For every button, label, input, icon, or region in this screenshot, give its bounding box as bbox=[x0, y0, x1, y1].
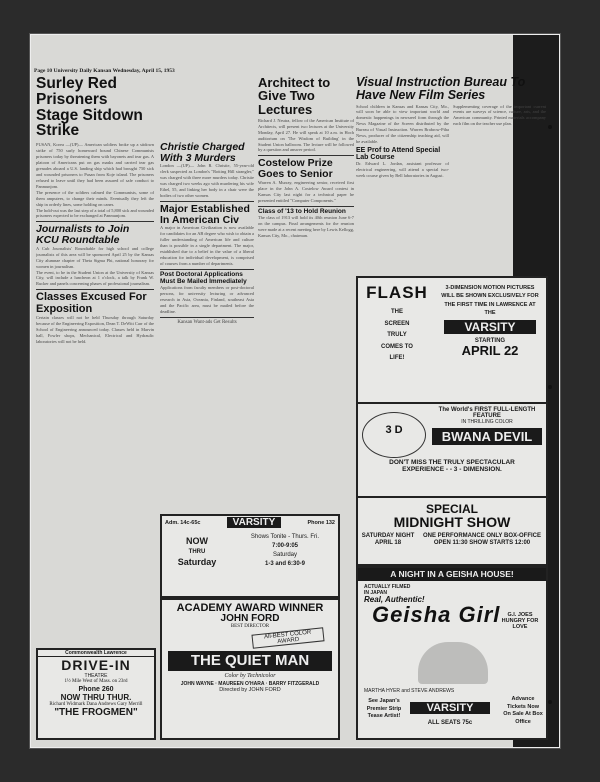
ad-title: DRIVE-IN bbox=[61, 657, 131, 673]
ad-text: NOW THRU THUR. bbox=[60, 693, 132, 702]
ad-text: Richard Widmark Dana Andrews Gary Merrill bbox=[49, 702, 143, 707]
3d-emblem: 3 D bbox=[362, 412, 426, 458]
ad-text: A NIGHT IN A GEISHA HOUSE! bbox=[358, 568, 546, 581]
varsity-showtimes-ad bbox=[160, 514, 340, 598]
ad-text: JOHN FORD bbox=[220, 613, 280, 625]
ad-text: See Japan's Premier Strip Tease Artist! bbox=[366, 698, 402, 720]
ad-text: APRIL 22 bbox=[461, 343, 519, 358]
headline-ee-prof: EE Prof to Attend Special Lab Course bbox=[356, 147, 441, 162]
ad-text: Directed by JOHN FORD bbox=[219, 686, 281, 693]
ad-text: Phone 260 bbox=[78, 686, 114, 693]
article-body: A Cub Journalists' Roundtable for high school and college journalists of this area will be sponsored April 25 by the Kansas City alumnae chapter of Theta Sigma Phi, national honorary for women in journalism. bbox=[36, 245, 154, 269]
article-body: The presence of the soldiers calmed the Communists, some of them amputees, to change their minds. Eventually they left the ship in orderly lines, some holding on canes. bbox=[36, 189, 154, 207]
ad-text: Saturday bbox=[272, 552, 297, 558]
article-body: Dr. Edward L. Jordan, assistant professor of electrical engineering, will attend a special two-week course given by Bell laboratories in August. bbox=[356, 161, 449, 179]
ad-text: Adm. 14c-65c bbox=[165, 519, 201, 526]
bwana-devil-ad bbox=[356, 402, 548, 498]
ad-text: STARTING bbox=[474, 338, 506, 344]
ad-text: THEATRE bbox=[84, 673, 108, 679]
ad-text: G.I. JOES HUNGRY FOR LOVE bbox=[501, 612, 539, 630]
column-3 bbox=[258, 76, 354, 510]
ad-text: 1½ Mile West of Mass. on 23rd bbox=[64, 679, 128, 684]
ad-title: "THE FROGMEN" bbox=[54, 707, 138, 718]
article-body: A major in American Civilization is now available for candidates for an AB degree who wish to obtain a fuller understanding of American life and culture than is possible in a single department. The major, established due to a belief in the value of a liberal education for individual development, is comprised of courses from a number of departments. bbox=[160, 225, 254, 267]
binding-hole bbox=[548, 125, 552, 129]
ad-text: BEST DIRECTOR bbox=[230, 624, 270, 630]
ad-title: BWANA DEVIL bbox=[432, 428, 542, 445]
article-body: School children in Kansas and Kansas City, Mo., will soon be able to view important world and domestic happenings in newsreel form through the News Magazine of the Screen distributed by the Bureau of Visual Instruction. Warren Brabrow-Ptha News, producer of the citizenship teaching aid, will be available. bbox=[356, 103, 449, 145]
article-body: London —(UP)— John R. Christie, 55-year-old clerk suspected as London's "Rotting Hill strangler," was charged with three more murders today. Christie was charged two weeks ago with murdering his wife Ethel, 55, and linking her body in a chair were the bodies of two other women. bbox=[160, 163, 254, 199]
ad-title: FLASH bbox=[366, 283, 428, 302]
ad-text: 3-DIMENSION MOTION PICTURES WILL BE SHOWN EXCLUSIVELY FOR THE FIRST TIME IN LAWRENCE AT THE bbox=[441, 285, 539, 316]
headline-architect: Architect to Give Two Lectures bbox=[258, 76, 331, 117]
headline-major: Major Established In American Civ bbox=[160, 203, 250, 226]
drivein-ad bbox=[36, 648, 156, 740]
quiet-man-ad bbox=[160, 598, 340, 740]
midnight-show-ad bbox=[356, 496, 548, 566]
article-body: The event, to be in the Student Union at the University of Kansas City, will include a luncheon at 1 o'clock, a talk by Frank W. Rucker and panels concerning phases of professional journalism. bbox=[36, 269, 154, 287]
article-body: Warren A. Murray, engineering senior, received first place in the John A. Costelow Award contest in Kansas City last night for a technical paper he presented entitled "Computer Components." bbox=[258, 179, 354, 203]
column-2 bbox=[160, 142, 254, 510]
binding-hole bbox=[548, 385, 552, 389]
headline-class-13: Class of '13 to Hold Reunion bbox=[258, 207, 346, 215]
ad-text: JOHN WAYNE · MAUREEN O'HARA · BARRY FITZGERALD bbox=[180, 680, 320, 687]
article-body: Applications from faculty members or post-doctoral persons, for university lecturing or advanced research in Asia, Oceania, Finland, southeast Asia and the Pacific area, must be mailed before the deadline. bbox=[160, 285, 254, 314]
ad-text: All-BEST COLOR AWARD bbox=[251, 628, 324, 649]
flash-3d-ad bbox=[356, 276, 548, 404]
ad-title: SPECIAL bbox=[425, 502, 478, 516]
column-4 bbox=[356, 76, 546, 272]
ad-title: Geisha Girl bbox=[372, 601, 501, 627]
headline-journalists: Journalists to Join KCU Roundtable bbox=[36, 223, 130, 247]
ad-text: 1-3 and 6:30-9 bbox=[264, 561, 306, 567]
ad-text: ONE PERFORMANCE ONLY BOX-OFFICE OPEN 11:30 SHOW STARTS 12:00 bbox=[422, 532, 541, 547]
article-body: The hold-out was the last step of a total of 5,800 sick and wounded prisoners expected to be exchanged at Panmunjom. bbox=[36, 207, 154, 219]
ad-text: Saturday bbox=[177, 556, 217, 567]
page-header: Page 10 University Daily Kansan Wednesday, April 15, 1953 bbox=[34, 68, 175, 74]
headline-post-doctoral: Post Doctoral Applications Must Be Mailed Immediately bbox=[160, 271, 247, 285]
headline-christie: Christie Charged With 3 Murders bbox=[160, 142, 245, 164]
ad-text: 7:00-9:05 bbox=[271, 543, 298, 549]
ad-text: MARTHA HYER and STEVE ANDREWS bbox=[364, 688, 455, 694]
ad-text: Advance Tickets Now On Sale At Box Office bbox=[503, 696, 543, 726]
theater-logo: VARSITY bbox=[410, 702, 490, 714]
ad-text: Phone 132 bbox=[307, 519, 335, 526]
article-body: The class of 1913 will hold its 40th reunion June 6-7 on the campus. Final arrangements for the reunion were made at a recent meeting here by Lewis Kellogg, Kansas City, Mo., chairman. bbox=[258, 215, 354, 238]
article-body: Supplementing coverage of the important current events are surveys of science, culture, arts, and the American community. Printed materials accompany each film on the teacher use plan. bbox=[453, 103, 546, 127]
theater-logo: VARSITY bbox=[227, 517, 282, 528]
theater-logo: VARSITY bbox=[444, 320, 536, 334]
headline-red-prisoners: Surley Red Prisoners Stage Sitdown Strike bbox=[36, 76, 143, 140]
ad-text: Shows Tonite - Thurs. Fri. bbox=[250, 534, 320, 540]
ad-text: ACADEMY AWARD WINNER bbox=[176, 602, 324, 614]
article-body: Certain classes will not be held Thursday through Saturday because of the Engineering Exposition, Dean T. DeWitt Carr of the School of Engineering announced today. Classes held in Marvin hall, Fowler shops, Mechanical, Electrical and Hydraulic laboratories will not be held. bbox=[36, 314, 154, 344]
geisha-girl-ad bbox=[356, 566, 548, 740]
column-1 bbox=[36, 76, 154, 642]
ad-text: THE SCREEN TRULY COMES TO LIFE! bbox=[381, 309, 413, 361]
ad-text: The World's FIRST FULL-LENGTH FEATURE bbox=[438, 407, 536, 419]
headline-costelow: Costelow Prize Goes to Senior bbox=[258, 157, 333, 181]
ad-title: THE QUIET MAN bbox=[168, 651, 332, 670]
ad-text: ALL SEATS 75c bbox=[427, 720, 473, 726]
headline-visual-instruction: Visual Instruction Bureau To Have New Film Series bbox=[356, 76, 526, 102]
ad-text: ACTUALLY FILMED IN JAPAN bbox=[364, 583, 411, 596]
ad-text: THRU bbox=[188, 548, 206, 555]
ad-text: Real, Authentic! bbox=[364, 594, 425, 604]
want-ads-note: Kansan Want-ads Get Results bbox=[177, 319, 237, 325]
ad-title: MIDNIGHT SHOW bbox=[393, 514, 511, 531]
ad-text: Color by Technicolor bbox=[224, 672, 276, 679]
binding-hole bbox=[548, 700, 552, 704]
ad-text: IN THRILLING COLOR bbox=[461, 419, 513, 425]
ad-text: NOW bbox=[186, 536, 208, 546]
article-body: Richard J. Neutra, fellow of the American Institute of Architects, will present two lectures at the University Monday, April 27. He will speak at 10 a.m. in Hoch auditorium on 'The Wisdom of Building' in the Student Union ballroom. The lecture will be followed by a question and answer period. bbox=[258, 117, 354, 153]
article-body: PUSAN, Korea —(UP)— American soldiers broke up a sitdown strike of 750 surly homeward bound Chinese Communists prisoners today by threatening them with bayonets and tear gas. A platoon of Americans put on gas masks and carried tear gas grenades aboard a U.S. landing ship which had brought 750 sick and wounded prisoners to Pusan from Koje island. The prisoners refused to leave until they had been assured of safe conduct to Panmunjom. bbox=[36, 142, 154, 189]
ad-text: Commonwealth Lawrence bbox=[38, 650, 154, 657]
ad-illustration bbox=[418, 642, 488, 684]
headline-classes-excused: Classes Excused For Exposition bbox=[36, 291, 147, 315]
ad-text: SATURDAY NIGHT APRIL 18 bbox=[361, 532, 415, 547]
ad-text: DON'T MISS THE TRULY SPECTACULAR EXPERIENCE - - 3 - DIMENSION. bbox=[389, 459, 515, 474]
